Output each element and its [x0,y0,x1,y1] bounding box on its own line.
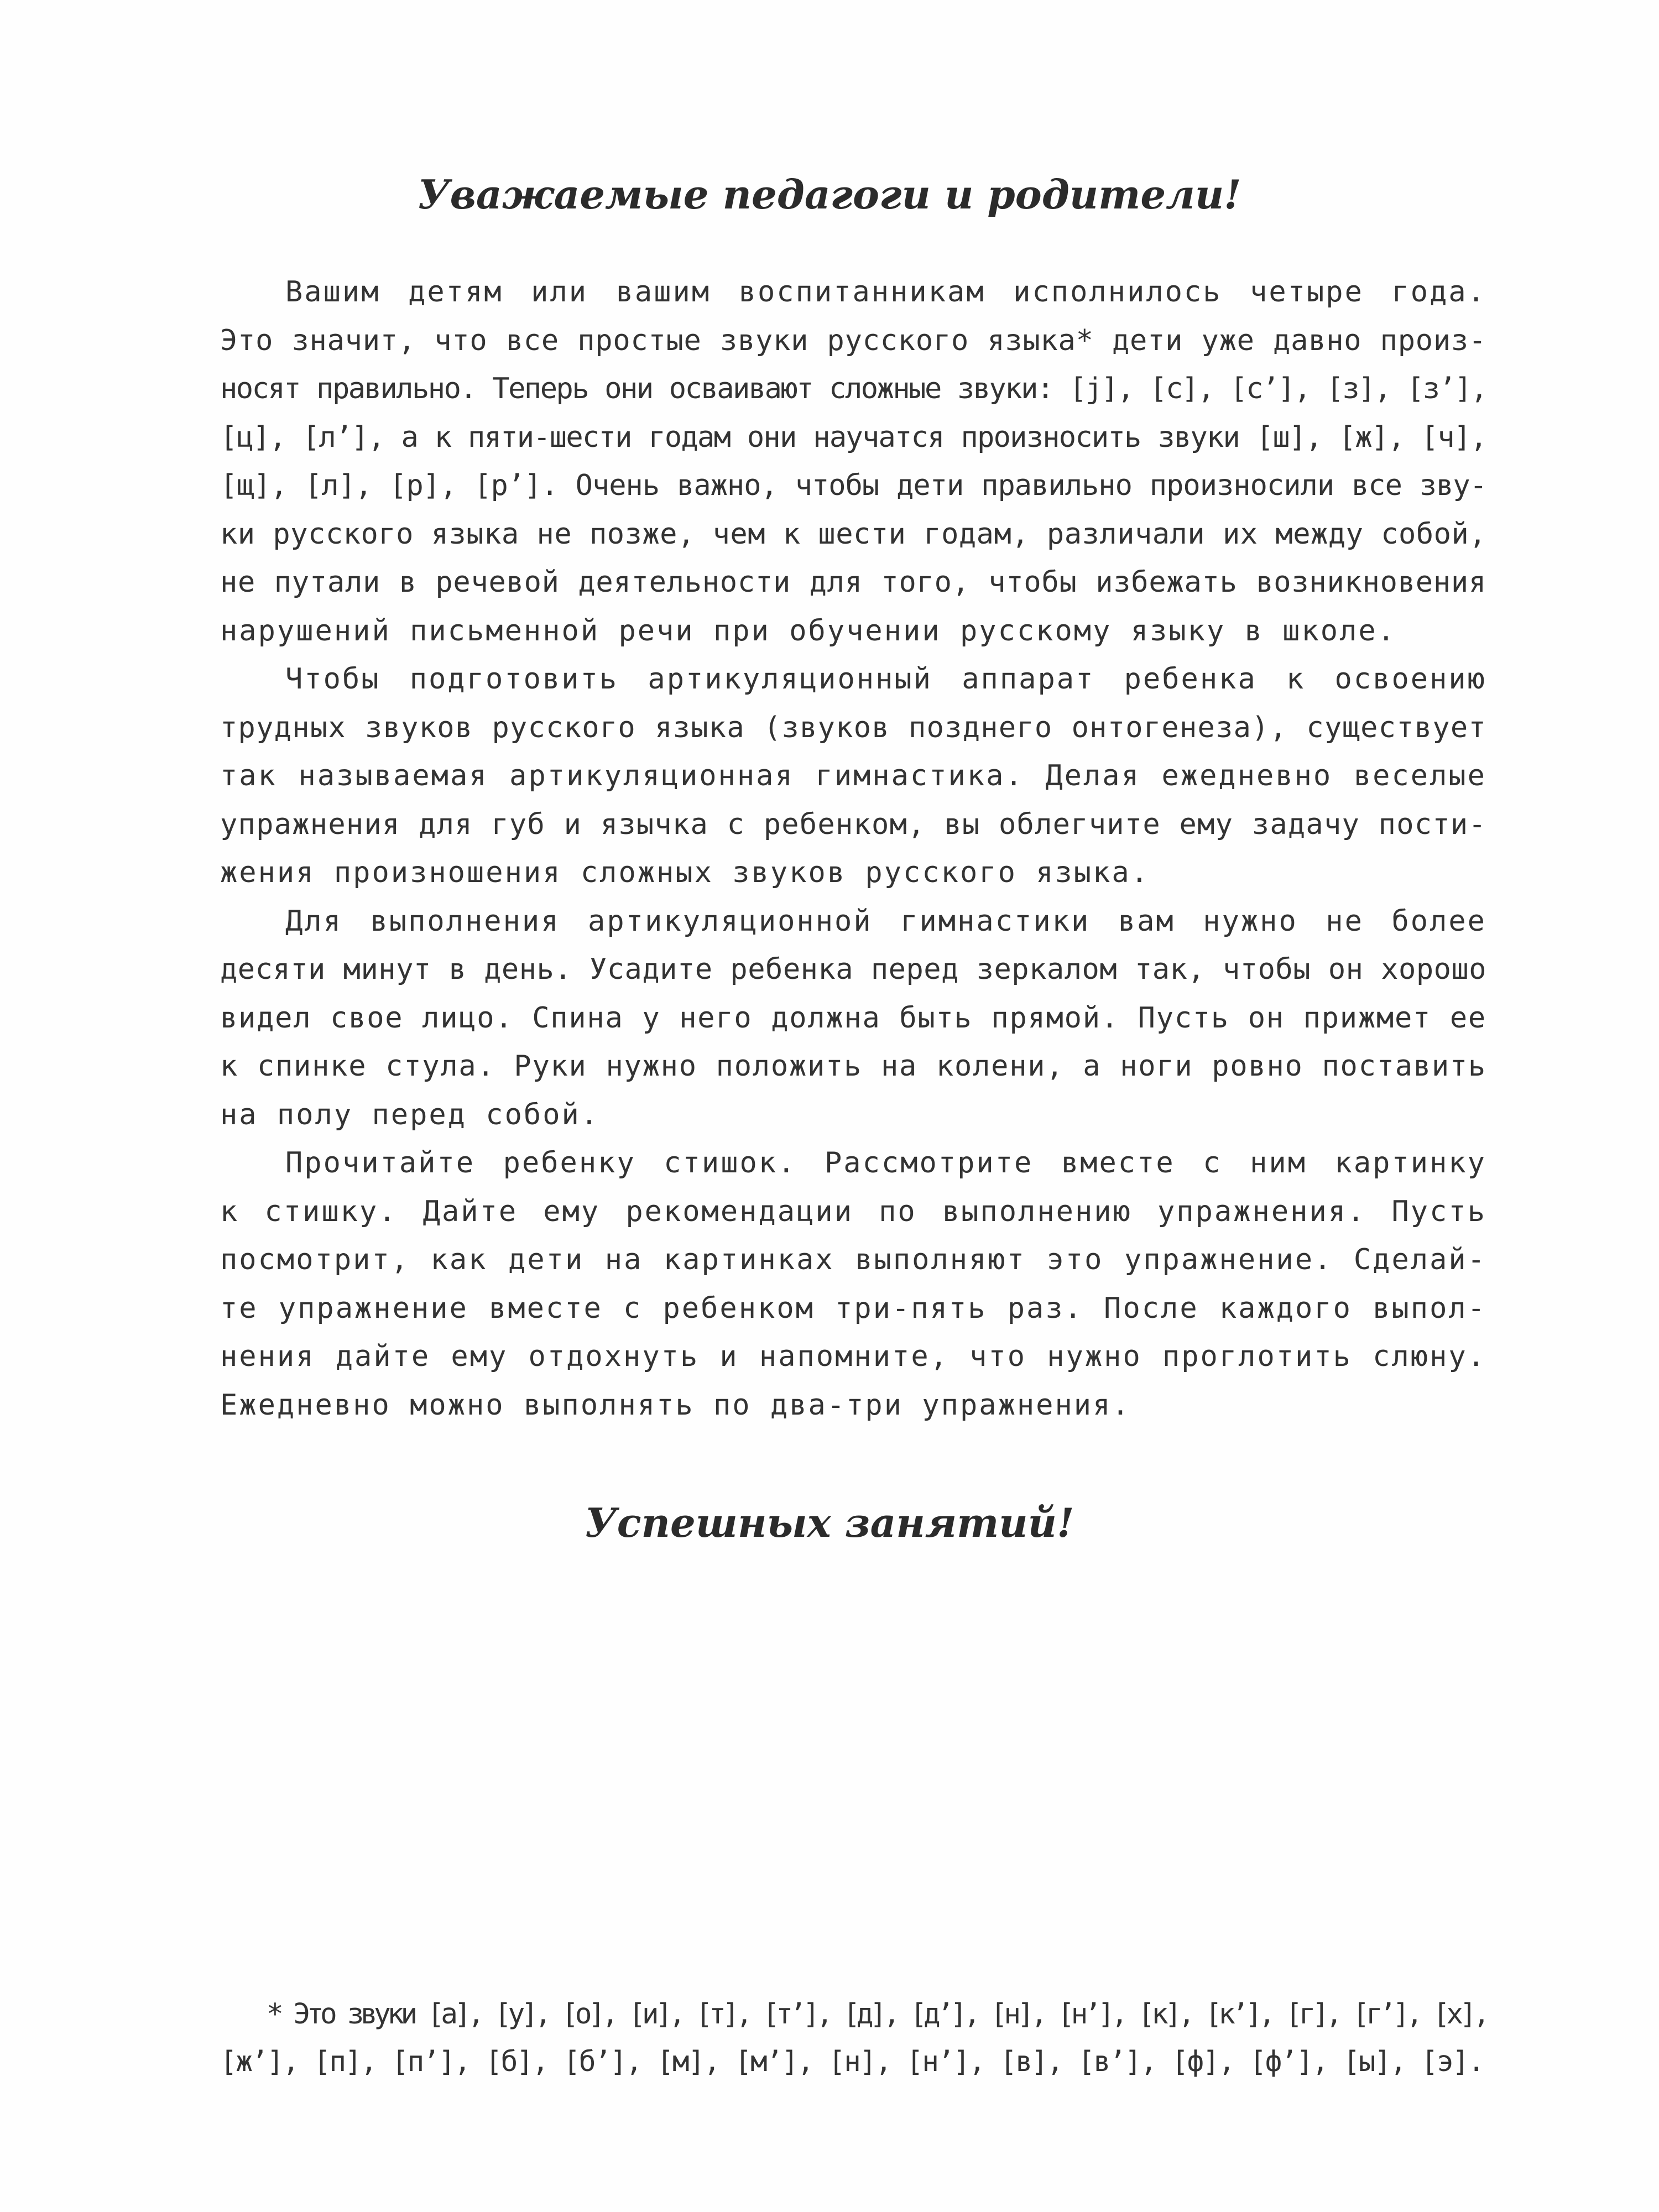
text-line: Ежедневно можно выполнять по два-три упражнения. [220,1388,1131,1422]
closing-heading: Успешных занятий! [585,1499,1074,1546]
text-line: жения произношения сложных звуков русского языка. [220,856,1150,889]
text-line: к стишку. Дайте ему рекомендации по выполнению упражнения. Пусть [220,1194,1486,1228]
text-line: так называемая артикуляционная гимнастика. Делая ежедневно веселые [220,759,1486,792]
text-line: на полу перед собой. [220,1098,600,1131]
text-line: [щ], [л], [р], [р’]. Очень важно, чтобы дети правильно произносили все зву- [220,469,1486,502]
footnote-line: * Это звуки [а], [у], [о], [и], [т], [т’], [д], [д’], [н], [н’], [к], [к’], [г], [г’], [х], [267,1998,1486,2031]
paragraph-1 [220,268,1486,655]
paragraph-2 [220,655,1486,898]
page-heading: Уважаемые педагоги и родители! [418,171,1241,218]
body-text [220,268,1486,1430]
text-line: видел свое лицо. Спина у него должна быть прямой. Пусть он прижмет ее [220,1001,1486,1035]
text-line: не путали в речевой деятельности для того, чтобы избежать возникновения [220,566,1486,599]
text-line: трудных звуков русского языка (звуков позднего онтогенеза), существует [220,711,1486,744]
text-line: посмотрит, как дети на картинках выполняют это упражнение. Сделай- [220,1243,1486,1276]
text-line: десяти минут в день. Усадите ребенка перед зеркалом так, чтобы он хорошо [220,953,1487,986]
text-line: упражнения для губ и язычка с ребенком, вы облегчите ему задачу пости- [220,807,1486,841]
paragraph-3 [220,898,1486,1140]
text-line: те упражнение вместе с ребенком три-пять раз. После каждого выпол- [220,1291,1486,1325]
text-line: нения дайте ему отдохнуть и напомните, что нужно проглотить слюну. [220,1340,1486,1373]
text-line: [ц], [л’], а к пяти-шести годам они научатся произносить звуки [ш], [ж], [ч], [220,420,1486,454]
text-line: Вашим детям или вашим воспитанникам исполнилось четыре года. [285,275,1486,309]
text-line: Для выполнения артикуляционной гимнастики вам нужно не более [285,904,1486,938]
text-line: носят правильно. Теперь они осваивают сложные звуки: [j], [с], [с’], [з], [з’], [220,372,1486,405]
paragraph-4 [220,1139,1486,1430]
text-line: Это значит, что все простые звуки русского языка* дети уже давно произ- [220,324,1486,357]
text-line: Чтобы подготовить артикуляционный аппарат ребенка к освоению [285,662,1486,696]
text-line: нарушений письменной речи при обучении русскому языку в школе. [220,614,1397,648]
footnote-line: [ж’], [п], [п’], [б], [б’], [м], [м’], [н], [н’], [в], [в’], [ф], [ф’], [ы], [э]. [220,2046,1484,2078]
footnote [220,1991,1486,2086]
text-line: ки русского языка не позже, чем к шести годам, различали их между собой, [220,517,1487,551]
text-line: к спинке стула. Руки нужно положить на колени, а ноги ровно поставить [220,1050,1486,1083]
text-line: Прочитайте ребенку стишок. Рассмотрите вместе с ним картинку [285,1146,1486,1180]
